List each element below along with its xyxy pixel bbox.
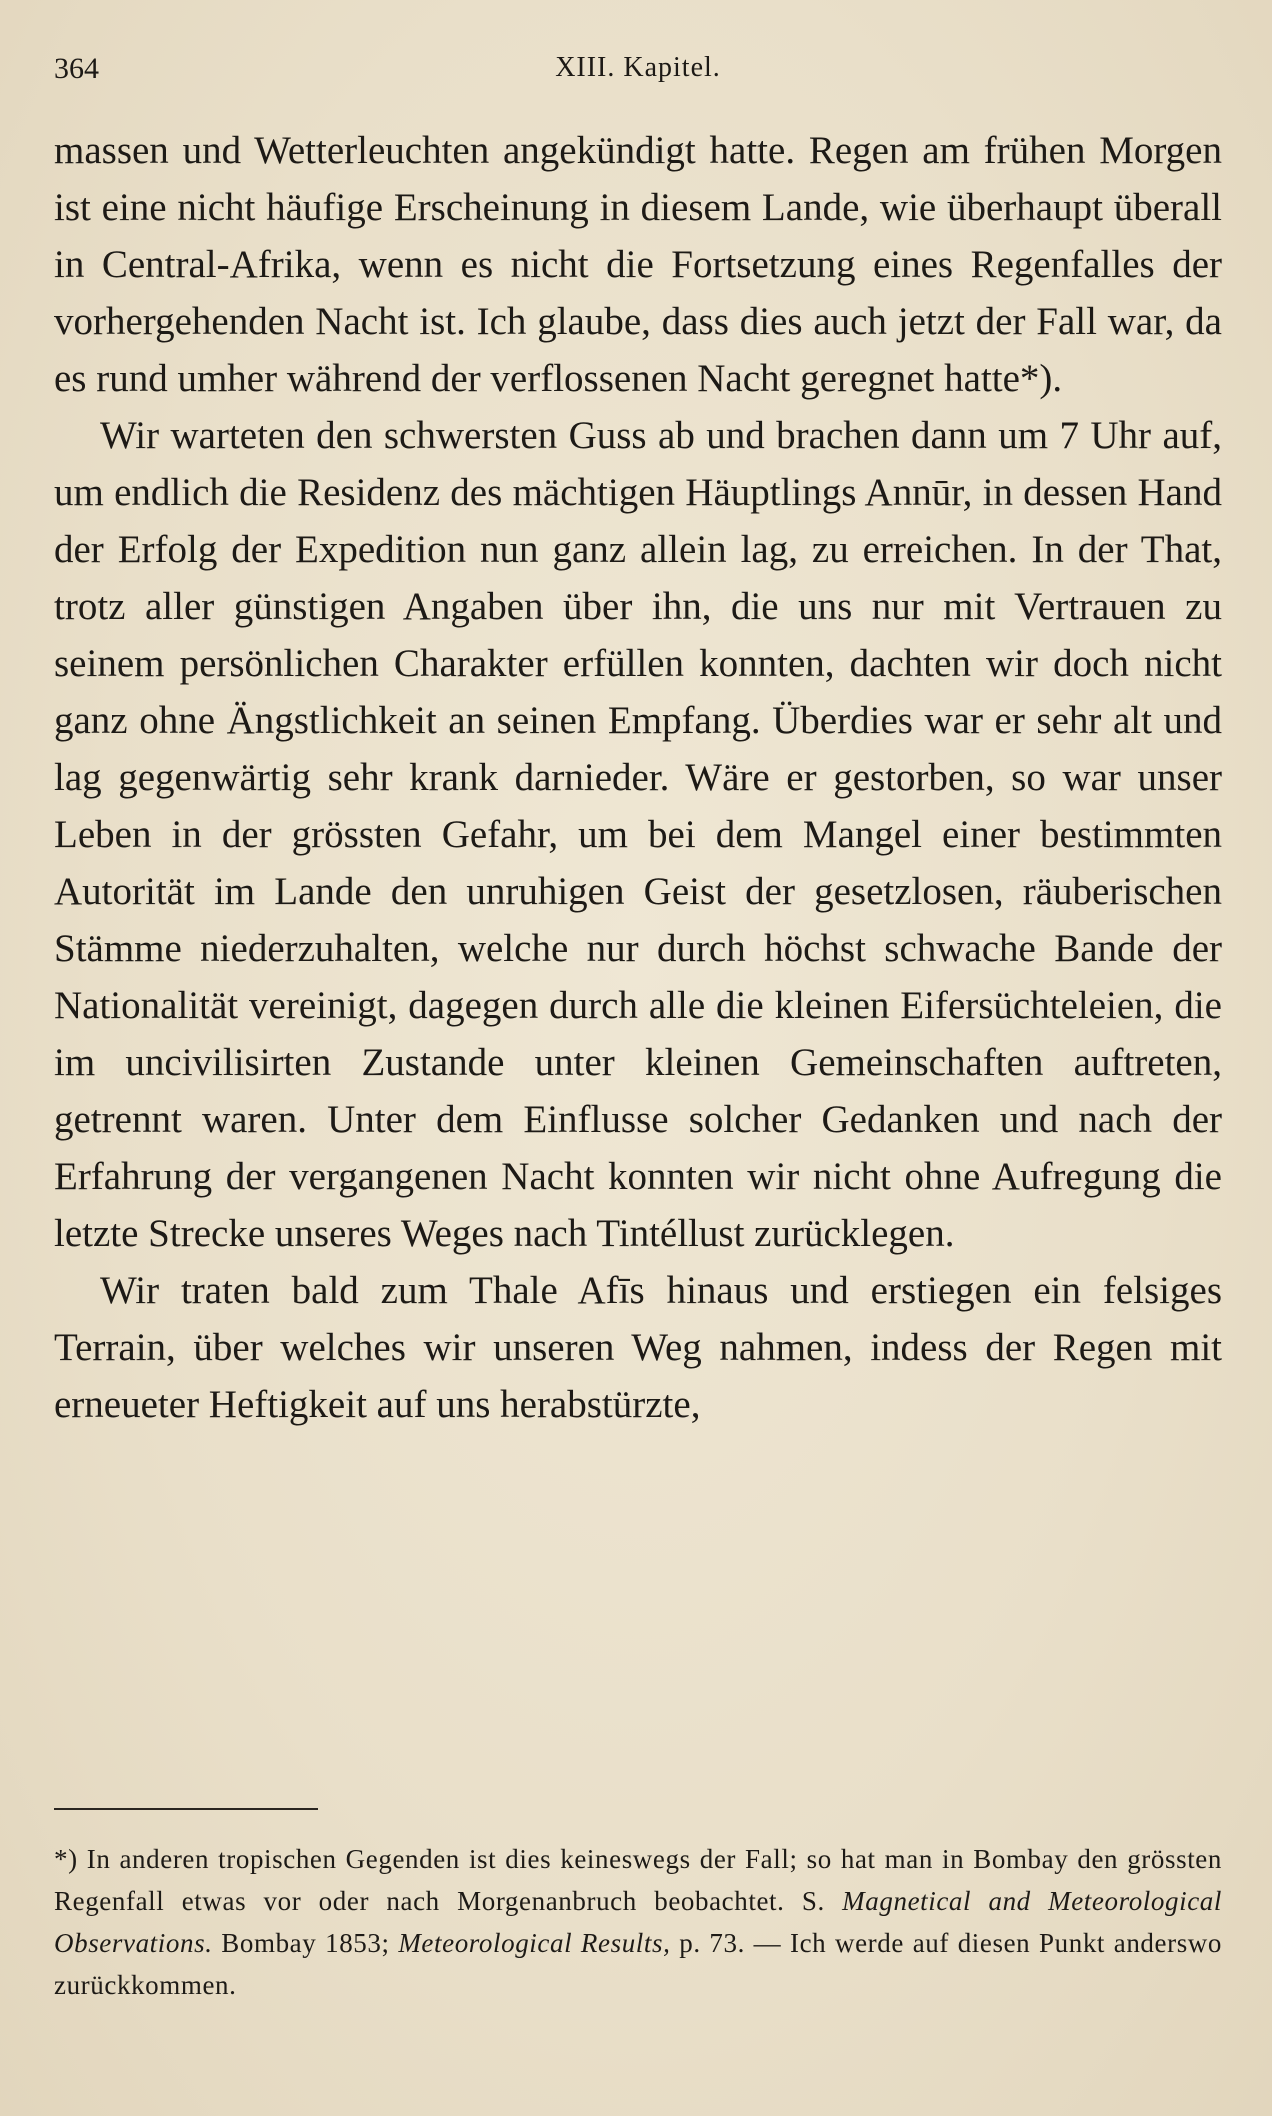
running-head: XIII. Kapitel. [555, 52, 721, 83]
footnote-italic-title-1: Magnetical and Meteorological Observations. [54, 1886, 1222, 1958]
page-number: 364 [54, 52, 99, 85]
paragraph-2: Wir warteten den schwersten Guss ab und brachen dann um 7 Uhr auf, um endlich die Residenz des mächtigen Häuptlings Annūr, in dessen Hand der Erfolg der Expedition nun ganz allein lag, zu erreichen. In der That, trotz aller günstigen Angaben über ihn, die uns nur mit Vertrauen zu seinem persönlichen Charakter erfüllen konnten, dachten wir doch nicht ganz ohne Ängstlichkeit an seinen Empfang. Überdies war er sehr alt und lag gegenwärtig sehr krank darnieder. Wäre er gestorben, so war unser Leben in der grössten Gefahr, um bei dem Mangel einer bestimmten Autorität im Lande den unruhigen Geist der gesetzlosen, räuberischen Stämme niederzuhalten, welche nur durch höchst schwache Bande der Nationalität vereinigt, dagegen durch alle die kleinen Eifersüchteleien, die im uncivilisirten Zustande unter kleinen Gemeinschaften auftreten, getrennt waren. Unter dem Einflusse solcher Gedanken und nach der Erfahrung der vergangenen Nacht konnten wir nicht ohne Aufregung die letzte Strecke unseres Weges nach Tintéllust zurücklegen. [54, 414, 1222, 1255]
body-text [54, 122, 1222, 1433]
page-header [54, 52, 1222, 96]
footnote-text-3: p. 73. — Ich werde auf diesen Punkt anderswo zurückkommen. [54, 1928, 1223, 2000]
paragraph-1: massen und Wetterleuchten angekündigt hatte. Regen am frühen Morgen ist eine nicht häufige Erscheinung in diesem Lande, wie überhaupt überall in Central-Afrika, wenn es nicht die Fortsetzung eines Regenfalles der vorhergehenden Nacht ist. Ich glaube, dass dies auch jetzt der Fall war, da es rund umher während der verflossenen Nacht geregnet hatte*). [54, 129, 1222, 400]
footnote-italic-title-2: Meteorological Results, [398, 1928, 671, 1958]
footnote-text-1: *) In anderen tropischen Gegenden ist dies keineswegs der Fall; so hat man in Bombay den grössten Regenfall etwas vor oder nach Morgenanbruch beobachtet. S. [54, 1844, 1222, 1916]
footnote [54, 1838, 1222, 2006]
paragraph-3: Wir traten bald zum Thale Afīs hinaus und erstiegen ein felsiges Terrain, über welches wir unseren Weg nahmen, indess der Regen mit erneueter Heftigkeit auf uns herabstürzte, [54, 1269, 1222, 1426]
footnote-divider [54, 1808, 318, 1810]
footnote-text-2: Bombay 1853; [212, 1928, 399, 1958]
